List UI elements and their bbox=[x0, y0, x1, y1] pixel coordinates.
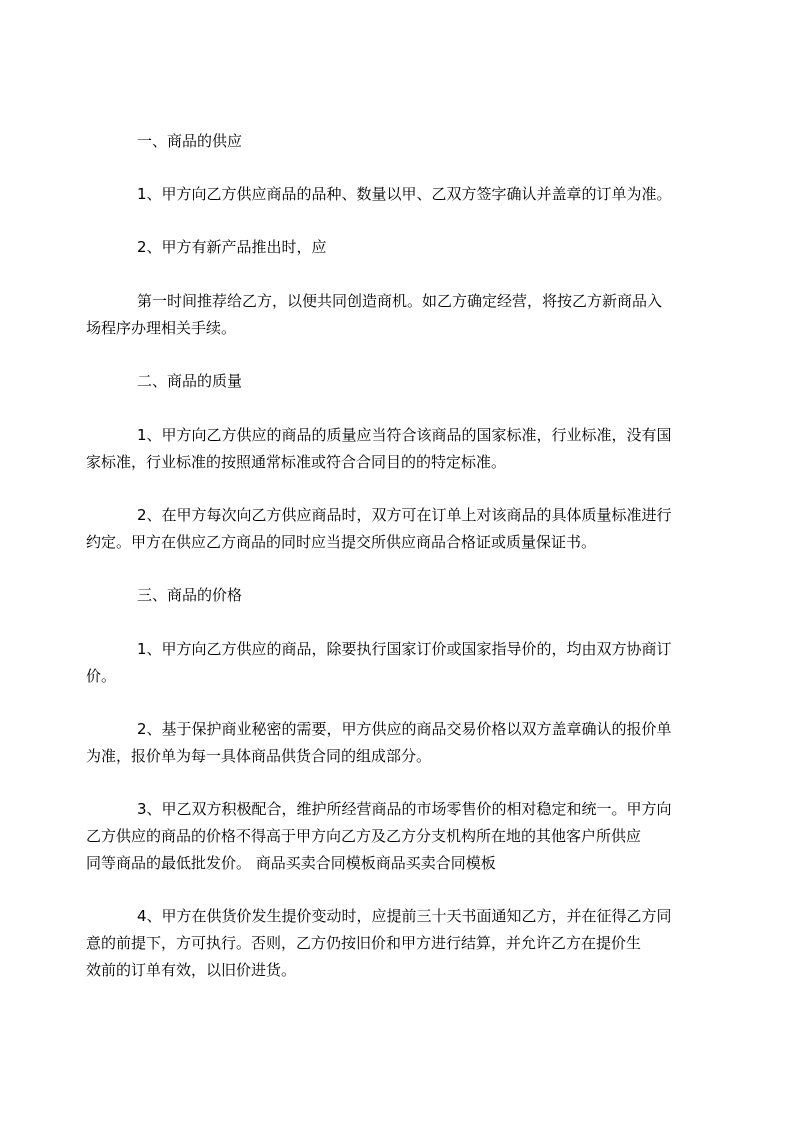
section-heading-supply: 一、商品的供应 bbox=[137, 132, 243, 150]
paragraph-line: 1、甲方向乙方供应的商品，除要执行国家订价或国家指导价的，均由双方协商订 bbox=[137, 640, 672, 658]
paragraph-line: 3、甲乙双方积极配合，维护所经营商品的市场零售价的相对稳定和统一。甲方向 bbox=[137, 800, 672, 818]
paragraph-line: 2、甲方有新产品推出时，应 bbox=[137, 238, 327, 256]
paragraph-line: 1、甲方向乙方供应的商品的质量应当符合该商品的国家标准，行业标准，没有国 bbox=[137, 426, 672, 444]
section-heading-price: 三、商品的价格 bbox=[137, 586, 243, 604]
paragraph-line: 2、在甲方每次向乙方供应商品时，双方可在订单上对该商品的具体质量标准进行 bbox=[137, 506, 672, 524]
paragraph-line: 1、甲方向乙方供应商品的品种、数量以甲、乙双方签字确认并盖章的订单为准。 bbox=[137, 185, 672, 203]
paragraph-line: 第一时间推荐给乙方，以便共同创造商机。如乙方确定经营，将按乙方新商品入 bbox=[137, 292, 663, 310]
paragraph-line: 4、甲方在供货价发生提价变动时，应提前三十天书面通知乙方，并在征得乙方同 bbox=[137, 907, 672, 925]
paragraph-line: 约定。甲方在供应乙方商品的同时应当提交所供应商品合格证或质量保证书。 bbox=[86, 533, 597, 551]
section-heading-quality: 二、商品的质量 bbox=[137, 372, 243, 390]
paragraph-line: 为准，报价单为每一具体商品供货合同的组成部分。 bbox=[86, 747, 432, 765]
paragraph-line: 家标准，行业标准的按照通常标准或符合合同目的的特定标准。 bbox=[86, 453, 507, 471]
paragraph-line: 2、基于保护商业秘密的需要，甲方供应的商品交易价格以双方盖章确认的报价单 bbox=[137, 720, 672, 738]
paragraph-line: 效前的订单有效，以旧价进货。 bbox=[86, 961, 297, 979]
paragraph-line: 意的前提下，方可执行。否则，乙方仍按旧价和甲方进行结算，并允许乙方在提价生 bbox=[86, 934, 642, 952]
paragraph-line: 同等商品的最低批发价。 商品买卖合同模板商品买卖合同模板 bbox=[86, 854, 496, 872]
paragraph-line: 价。 bbox=[86, 667, 117, 685]
paragraph-line: 乙方供应的商品的价格不得高于甲方向乙方及乙方分支机构所在地的其他客户所供应 bbox=[86, 827, 642, 845]
paragraph-line: 场程序办理相关手续。 bbox=[86, 319, 237, 337]
